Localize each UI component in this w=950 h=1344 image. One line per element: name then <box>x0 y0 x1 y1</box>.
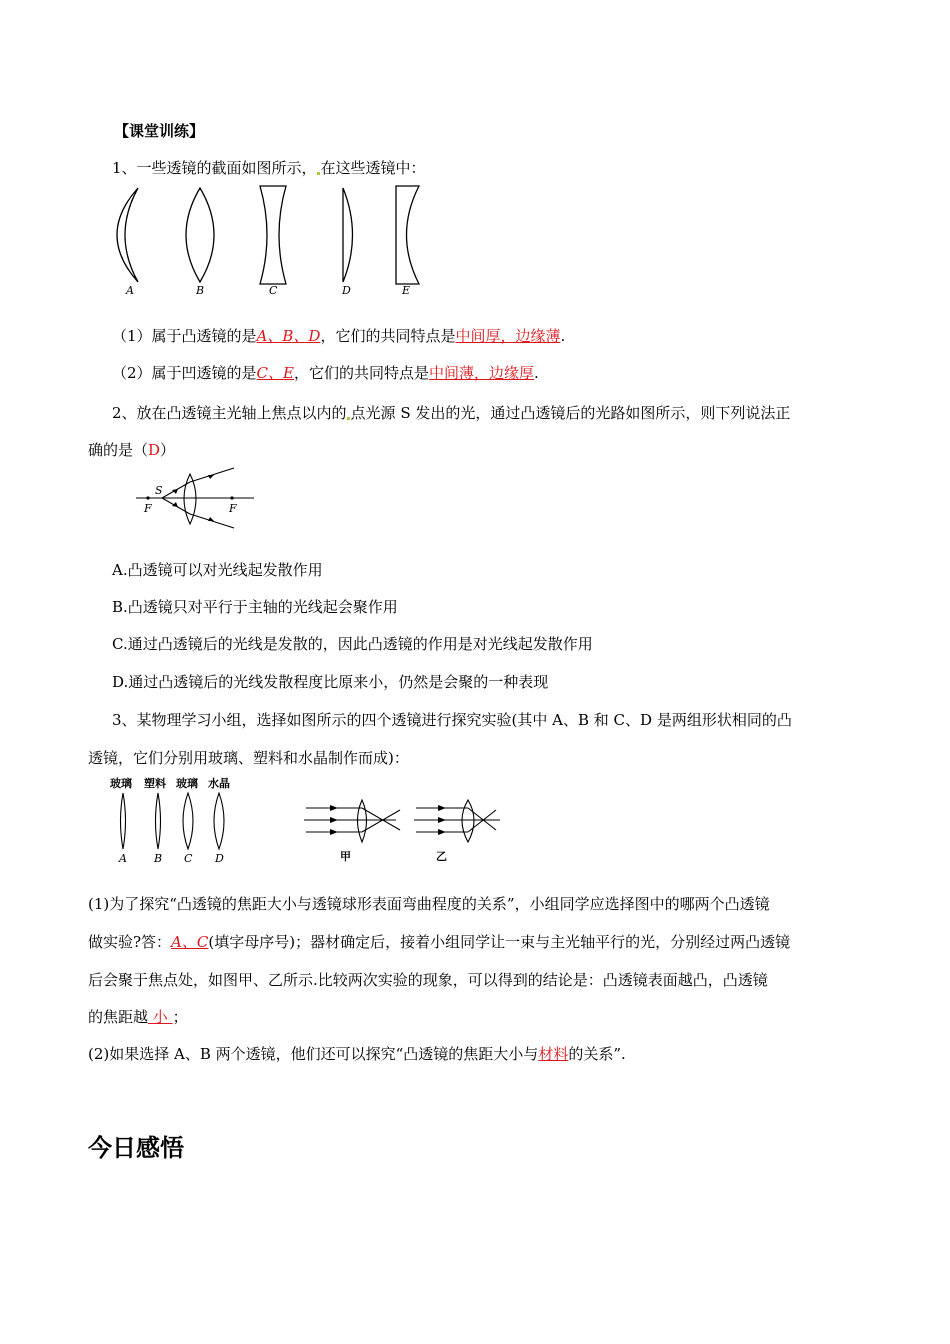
lens-b-thin <box>156 793 161 849</box>
material-label: 水晶 <box>208 777 230 790</box>
q3-sub1-line4: 的焦距越 小 ； <box>88 1008 188 1026</box>
q3-sub1-line1: (1)为了探究“凸透镜的焦距大小与透镜球形表面弯曲程度的关系”，小组同学应选择图中的哪两个凸透镜 <box>88 895 770 913</box>
answer-q3-material: 材料 <box>538 1045 569 1063</box>
answer-convex-lenses: A、B、D <box>256 327 321 345</box>
focusing-experiment-figure <box>304 796 504 866</box>
lens-label: B <box>196 284 205 297</box>
lens-a-thin <box>121 793 126 849</box>
lens-label: A <box>119 852 127 865</box>
focal-point <box>146 496 149 499</box>
q2-option-d: D.通过凸透镜后的光线发散程度比原来小，仍然是会聚的一种表现 <box>112 673 549 691</box>
q2-stem-line2: 确的是（D） <box>88 441 176 459</box>
q1-part1: （1）属于凸透镜的是A、B、D，它们的共同特点是中间厚，边缘薄. <box>112 327 566 345</box>
answer-concave-lenses: C、E <box>256 364 294 382</box>
lens-d-shape <box>343 188 353 282</box>
q3-sub1-line2: 做实验?答：A、C(填字母序号)；器材确定后，接着小组同学让一束与主光轴平行的光，分别经过两凸透镜 <box>88 933 791 951</box>
lens-a-shape <box>117 188 138 282</box>
q2-stem-line1: 2、放在凸透镜主光轴上焦点以内的 点光源 S 发出的光，通过凸透镜后的光路如图所示，则下列说法正 <box>112 404 791 422</box>
q2-option-b: B.凸透镜只对平行于主轴的光线起会聚作用 <box>112 598 398 616</box>
answer-q3-focal: 小 <box>148 1008 173 1026</box>
arrowhead <box>208 475 214 479</box>
lens-label: E <box>402 284 411 297</box>
material-label: 塑料 <box>144 777 166 790</box>
lens-label: B <box>154 852 163 865</box>
focal-point <box>230 496 233 499</box>
lens-c-shape <box>260 186 286 284</box>
q3-sub2: (2)如果选择 A、B 两个透镜，他们还可以探究“凸透镜的焦距大小与材料的关系”. <box>88 1045 626 1063</box>
lens-label: C <box>184 852 193 865</box>
lens-jia <box>358 800 367 842</box>
highlight-mark <box>347 417 350 420</box>
point-source-ray-figure <box>134 464 256 532</box>
answer-q3-lenses: A、C <box>171 933 209 951</box>
source-label: S <box>155 484 163 497</box>
highlight-mark <box>317 172 320 175</box>
q2-option-c: C.通过凸透镜后的光线是发散的，因此凸透镜的作用是对光线起发散作用 <box>112 635 593 653</box>
lens-yi <box>462 800 474 842</box>
today-reflection-title: 今日感悟 <box>88 1134 184 1162</box>
figure-label-jia: 甲 <box>340 850 351 863</box>
lens-b-shape <box>186 188 214 282</box>
lens-label: D <box>215 852 224 865</box>
answer-q2: D <box>148 441 161 459</box>
q2-option-a: A.凸透镜可以对光线起发散作用 <box>112 561 323 579</box>
answer-concave-feature: 中间薄，边缘厚 <box>429 364 535 382</box>
section-title: 【课堂训练】 <box>114 122 205 140</box>
q3-sub1-line3: 后会聚于焦点处，如图甲、乙所示.比较两次实验的现象，可以得到的结论是：凸透镜表面越凸，凸透镜 <box>88 971 768 989</box>
material-lenses-figure <box>108 773 240 867</box>
q1-stem: 1、一些透镜的截面如图所示， 在这些透镜中： <box>112 159 426 177</box>
lens-e-shape <box>396 186 419 284</box>
material-label: 玻璃 <box>176 777 198 790</box>
focus-label-right: F <box>229 502 237 515</box>
answer-convex-feature: 中间厚，边缘薄 <box>455 327 561 345</box>
focus-label-left: F <box>144 502 152 515</box>
q3-stem-line2: 透镜，它们分别用玻璃、塑料和水晶制作而成)： <box>88 749 409 767</box>
q1-part2: （2）属于凹透镜的是C、E，它们的共同特点是中间薄，边缘厚. <box>112 364 539 382</box>
lens-c-thick <box>183 793 193 849</box>
figure-label-yi: 乙 <box>436 850 447 863</box>
lens-cross-sections-figure <box>100 180 430 302</box>
lens-label: A <box>126 284 134 297</box>
lens-d-thick <box>214 793 224 849</box>
lens-label: C <box>269 284 278 297</box>
material-label: 玻璃 <box>110 777 132 790</box>
arrowhead <box>208 517 214 521</box>
q3-stem-line1: 3、某物理学习小组，选择如图所示的四个透镜进行探究实验(其中 A、B 和 C、D 是两组形状相同的凸 <box>112 711 792 729</box>
lens-label: D <box>342 284 351 297</box>
